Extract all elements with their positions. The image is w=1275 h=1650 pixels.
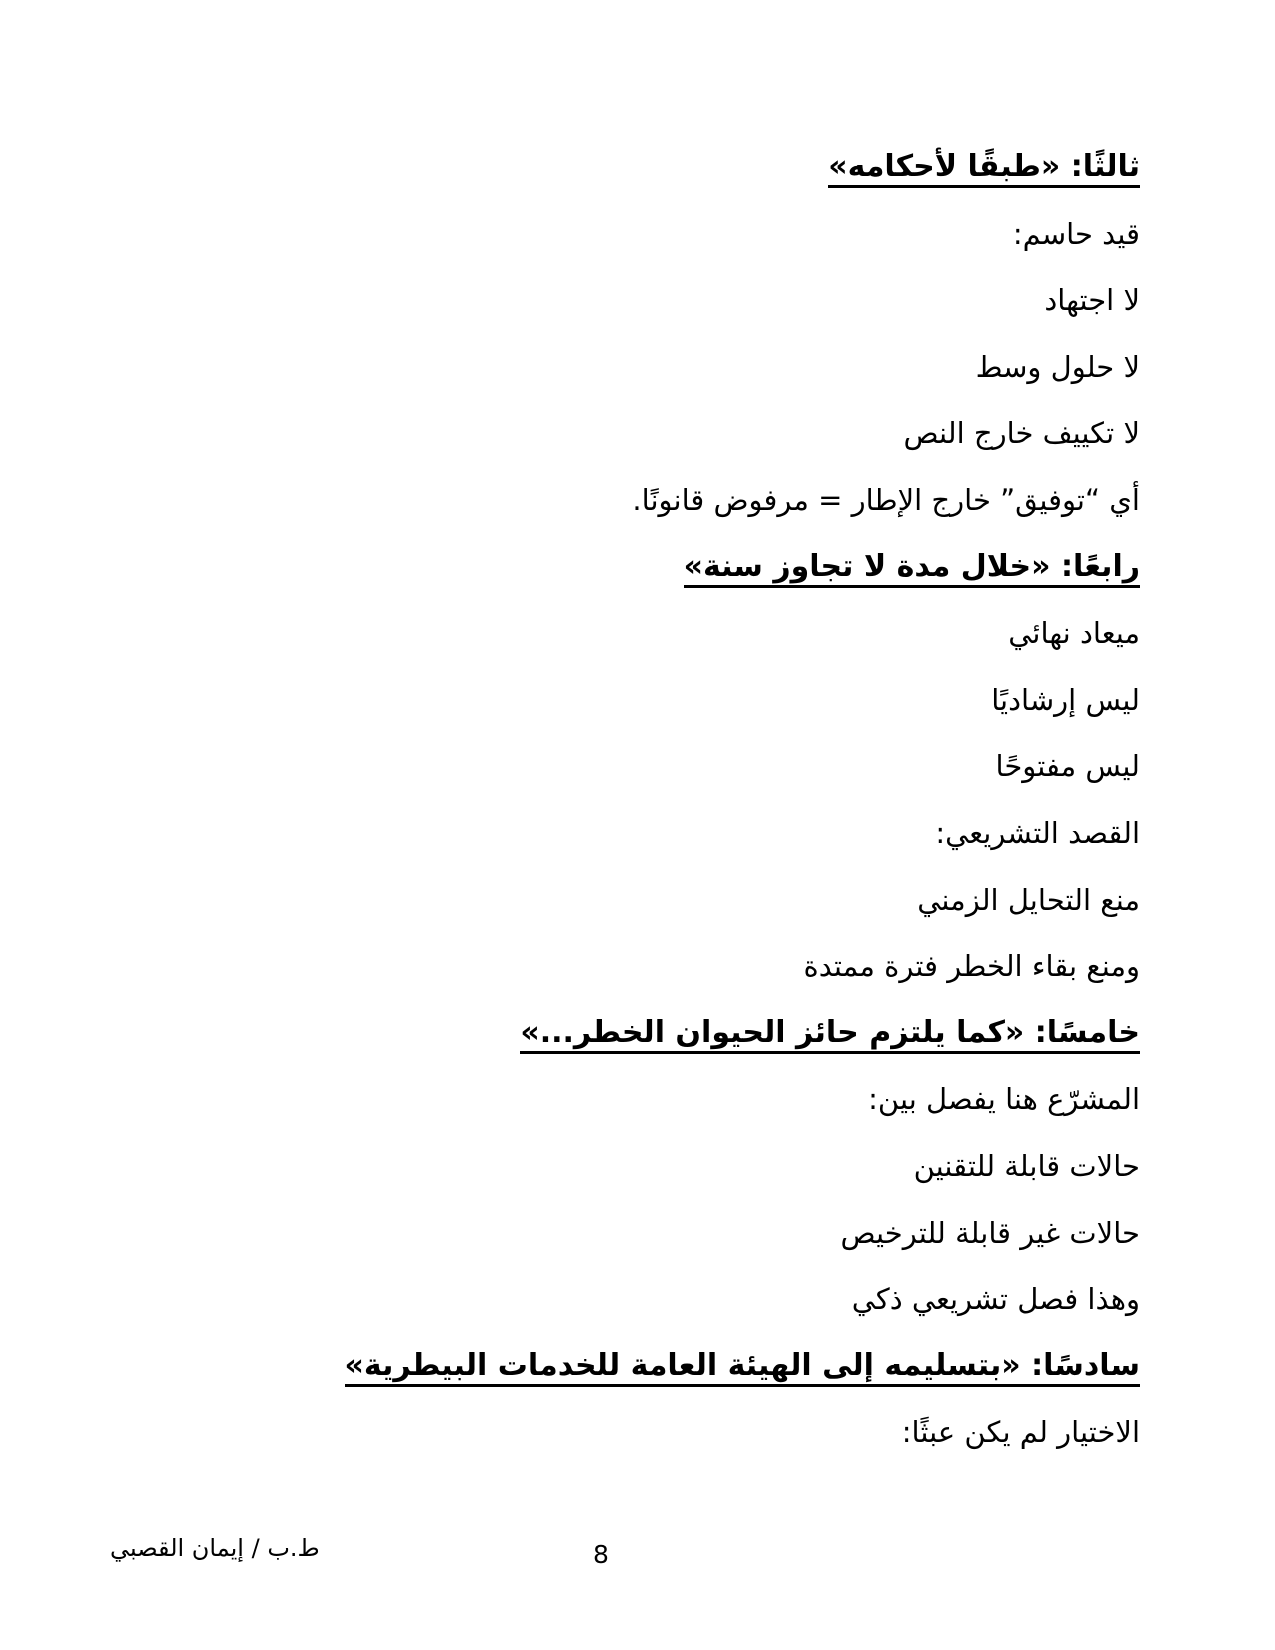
text-line: ليس مفتوحًا xyxy=(995,749,1140,784)
text-line: المشرّع هنا يفصل بين: xyxy=(868,1082,1140,1117)
text-line: القصد التشريعي: xyxy=(935,815,1140,850)
text-line: ومنع بقاء الخطر فترة ممتدة xyxy=(803,949,1140,984)
heading-text: خامسًا: «كما يلتزم حائز الحيوان الخطر...» xyxy=(520,1015,1140,1054)
document-body xyxy=(90,134,1140,1466)
heading-line-fourth xyxy=(90,534,1140,601)
text-line: لا تكييف خارج النص xyxy=(903,416,1140,451)
heading-text: رابعًا: «خلال مدة لا تجاوز سنة» xyxy=(684,549,1140,588)
heading-line-fifth xyxy=(90,1000,1140,1067)
text-line: حالات غير قابلة للترخيص xyxy=(840,1215,1140,1250)
heading-text: ثالثًا: «طبقًا لأحكامه» xyxy=(828,149,1140,188)
heading-line-sixth xyxy=(90,1333,1140,1400)
footer-page-number: 8 xyxy=(593,1540,609,1569)
text-line: الاختيار لم يكن عبثًا: xyxy=(901,1415,1140,1450)
text-line: ميعاد نهائي xyxy=(1008,616,1140,651)
heading-line-third xyxy=(90,134,1140,201)
text-line: أي “توفيق” خارج الإطار = مرفوض قانونًا. xyxy=(632,482,1140,517)
text-line: لا اجتهاد xyxy=(1044,283,1140,318)
text-line: منع التحايل الزمني xyxy=(917,882,1140,917)
text-line: قيد حاسم: xyxy=(1012,216,1140,251)
heading-text: سادسًا: «بتسليمه إلى الهيئة العامة للخدمات البيطرية» xyxy=(345,1348,1140,1387)
text-line: ليس إرشاديًا xyxy=(991,682,1140,717)
footer-author: ط.ب / إيمان القصبي xyxy=(110,1534,320,1562)
text-line: لا حلول وسط xyxy=(975,349,1140,384)
text-line: حالات قابلة للتقنين xyxy=(913,1148,1140,1183)
text-line: وهذا فصل تشريعي ذكي xyxy=(851,1282,1140,1317)
